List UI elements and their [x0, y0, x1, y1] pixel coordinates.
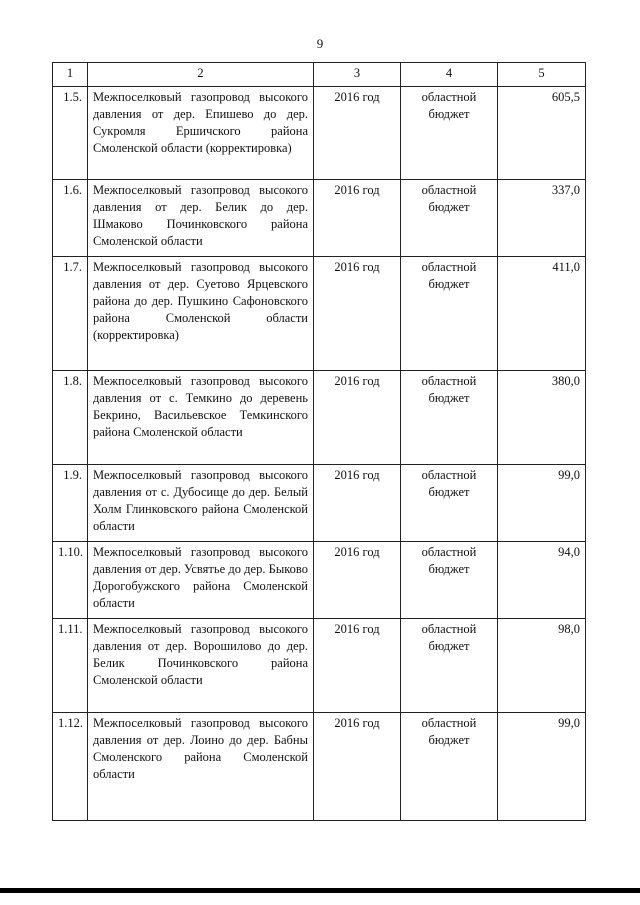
column-header-amount: 5 — [498, 63, 586, 87]
year: 2016 год — [314, 180, 401, 257]
year: 2016 год — [314, 465, 401, 542]
column-header-year: 3 — [314, 63, 401, 87]
funding-source: областной бюджет — [401, 465, 498, 542]
amount: 411,0 — [498, 257, 586, 371]
table-row — [53, 371, 586, 465]
gas-pipeline-table — [52, 62, 586, 821]
bottom-rule — [0, 888, 640, 893]
amount: 98,0 — [498, 619, 586, 713]
funding-source: областной бюджет — [401, 619, 498, 713]
object-name: Межпоселковый газопровод высокого давления от дер. Суетово Ярцевского района до дер. Пушкино Сафоновского района Смоленской области (корректировка) — [88, 257, 314, 371]
column-header-number: 1 — [53, 63, 88, 87]
funding-source: областной бюджет — [401, 87, 498, 180]
table-row — [53, 180, 586, 257]
table-row — [53, 465, 586, 542]
amount: 99,0 — [498, 713, 586, 821]
row-number: 1.10. — [53, 542, 88, 619]
funding-source: областной бюджет — [401, 257, 498, 371]
amount: 605,5 — [498, 87, 586, 180]
year: 2016 год — [314, 87, 401, 180]
funding-source: областной бюджет — [401, 180, 498, 257]
amount: 99,0 — [498, 465, 586, 542]
table-row — [53, 542, 586, 619]
row-number: 1.12. — [53, 713, 88, 821]
table-header-row — [53, 63, 586, 87]
page-number: 9 — [316, 36, 324, 51]
object-name: Межпоселковый газопровод высокого давления от дер. Усвятье до дер. Быково Дорогобужского района Смоленской области — [88, 542, 314, 619]
amount: 94,0 — [498, 542, 586, 619]
table-row — [53, 713, 586, 821]
table-row — [53, 257, 586, 371]
funding-source: областной бюджет — [401, 713, 498, 821]
object-name: Межпоселковый газопровод высокого давления от дер. Ворошилово до дер. Белик Починковского района Смоленской области — [88, 619, 314, 713]
row-number: 1.7. — [53, 257, 88, 371]
object-name: Межпоселковый газопровод высокого давления от дер. Лоино до дер. Бабны Смоленского района Смоленской области — [88, 713, 314, 821]
amount: 337,0 — [498, 180, 586, 257]
year: 2016 год — [314, 257, 401, 371]
year: 2016 год — [314, 371, 401, 465]
row-number: 1.9. — [53, 465, 88, 542]
row-number: 1.5. — [53, 87, 88, 180]
row-number: 1.8. — [53, 371, 88, 465]
amount: 380,0 — [498, 371, 586, 465]
column-header-name: 2 — [88, 63, 314, 87]
funding-source: областной бюджет — [401, 542, 498, 619]
row-number: 1.11. — [53, 619, 88, 713]
table-row — [53, 619, 586, 713]
year: 2016 год — [314, 542, 401, 619]
column-header-source: 4 — [401, 63, 498, 87]
object-name: Межпоселковый газопровод высокого давления от дер. Епишево до дер. Сукромля Ершичского района Смоленской области (корректировка) — [88, 87, 314, 180]
object-name: Межпоселковый газопровод высокого давления от с. Темкино до деревень Бекрино, Васильевское Темкинского района Смоленской области — [88, 371, 314, 465]
object-name: Межпоселковый газопровод высокого давления от дер. Белик до дер. Шмаково Починковского района Смоленской области — [88, 180, 314, 257]
object-name: Межпоселковый газопровод высокого давления от с. Дубосище до дер. Белый Холм Глинковского района Смоленской области — [88, 465, 314, 542]
table-row — [53, 87, 586, 180]
funding-source: областной бюджет — [401, 371, 498, 465]
year: 2016 год — [314, 619, 401, 713]
year: 2016 год — [314, 713, 401, 821]
row-number: 1.6. — [53, 180, 88, 257]
